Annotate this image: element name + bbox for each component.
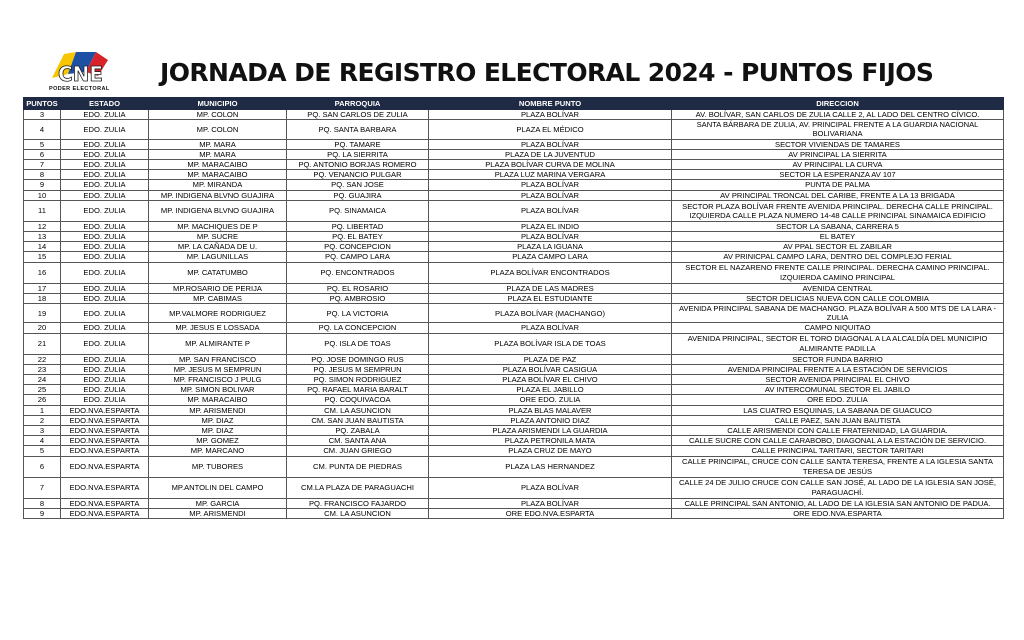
cell-puntos: 15 (24, 252, 61, 262)
cell-nombre-punto: PLAZA BOLÍVAR ISLA DE TOAS (429, 333, 672, 354)
cell-parroquia: PQ. COQUIVACOA (287, 395, 429, 405)
cell-municipio: MP. SAN FRANCISCO (149, 354, 287, 364)
cell-puntos: 13 (24, 232, 61, 242)
cell-direccion: AVENIDA PRINCIPAL, SECTOR EL TORO DIAGONAL A LA ALCALDÍA DEL MUNICIPIO ALMIRANTE PADILLA (672, 333, 1004, 354)
cell-puntos: 5 (24, 139, 61, 149)
cell-puntos: 14 (24, 242, 61, 252)
cell-municipio: MP. MARACAIBO (149, 170, 287, 180)
cell-nombre-punto: PLAZA EL JABILLO (429, 385, 672, 395)
cell-municipio: MP.VALMORE RODRIGUEZ (149, 304, 287, 323)
cell-nombre-punto: ORE EDO.NVA.ESPARTA (429, 508, 672, 518)
cell-puntos: 6 (24, 149, 61, 159)
cell-parroquia: PQ. ZABALA (287, 426, 429, 436)
cell-direccion: AV PRINCIPAL LA SIERRITA (672, 149, 1004, 159)
cell-direccion: SECTOR LA ESPERANZA AV 107 (672, 170, 1004, 180)
cell-parroquia: PQ. LA CONCEPCION (287, 323, 429, 333)
cell-direccion: CALLE ARISMENDI CON CALLE FRATERNIDAD, LA GUARDIA. (672, 426, 1004, 436)
cell-estado: EDO.NVA.ESPARTA (61, 415, 149, 425)
cell-municipio: MP. LA CAÑADA DE U. (149, 242, 287, 252)
cell-municipio: MP.ANTOLIN DEL CAMPO (149, 477, 287, 498)
cell-direccion: CALLE SUCRE CON CALLE CARABOBO, DIAGONAL A LA ESTACIÓN DE SERVICIO. (672, 436, 1004, 446)
cell-puntos: 24 (24, 375, 61, 385)
cell-puntos: 5 (24, 446, 61, 456)
cell-nombre-punto: PLAZA PETRONILA MATA (429, 436, 672, 446)
cell-estado: EDO. ZULIA (61, 120, 149, 139)
table-row (24, 477, 1004, 498)
cell-parroquia: PQ. RAFAEL MARIA BARALT (287, 385, 429, 395)
cell-parroquia: PQ. LA SIERRITA (287, 149, 429, 159)
cell-direccion: AV PRINICPAL CAMPO LARA, DENTRO DEL COMPLEJO FERIAL (672, 252, 1004, 262)
cell-puntos: 4 (24, 120, 61, 139)
cell-municipio: MP. INDIGENA BLVNO GUAJIRA (149, 190, 287, 200)
cell-municipio: MP. MARACAIBO (149, 160, 287, 170)
cell-direccion: LAS CUATRO ESQUINAS, LA SABANA DE GUACUCO (672, 405, 1004, 415)
cell-nombre-punto: PLAZA BOLÍVAR ENCONTRADOS (429, 262, 672, 283)
column-header-nombre-punto: NOMBRE PUNTO (429, 98, 672, 110)
cell-estado: EDO. ZULIA (61, 200, 149, 221)
cell-estado: EDO. ZULIA (61, 385, 149, 395)
table-row (24, 293, 1004, 303)
cell-municipio: MP.ROSARIO DE PERIJA (149, 283, 287, 293)
table-row (24, 232, 1004, 242)
cell-direccion: PUNTA DE PALMA (672, 180, 1004, 190)
cell-direccion: ORE EDO. ZULIA (672, 395, 1004, 405)
cell-municipio: MP. SUCRE (149, 232, 287, 242)
cell-direccion: SECTOR FUNDA BARRIO (672, 354, 1004, 364)
cell-parroquia: CM. PUNTA DE PIEDRAS (287, 456, 429, 477)
table-row (24, 446, 1004, 456)
cell-puntos: 17 (24, 283, 61, 293)
cell-nombre-punto: PLAZA LA IGUANA (429, 242, 672, 252)
table-row (24, 149, 1004, 159)
table-row (24, 385, 1004, 395)
cell-parroquia: PQ. SANTA BARBARA (287, 120, 429, 139)
cell-puntos: 11 (24, 200, 61, 221)
cell-municipio: MP. MARA (149, 149, 287, 159)
cell-municipio: MP. COLON (149, 120, 287, 139)
table-row (24, 354, 1004, 364)
cell-direccion: SECTOR LA SABANA, CARRERA 5 (672, 221, 1004, 231)
cell-estado: EDO. ZULIA (61, 354, 149, 364)
cell-direccion: AVENIDA PRINCIPAL FRENTE A LA ESTACIÓN DE SERVICIOS (672, 364, 1004, 374)
cell-direccion: SECTOR EL NAZARENO FRENTE CALLE PRINCIPAL. DERECHA CAMINO PRINCIPAL. IZQUIERDA CAMINO PRINCIPAL (672, 262, 1004, 283)
cell-nombre-punto: PLAZA BLAS MALAVER (429, 405, 672, 415)
cell-nombre-punto: PLAZA ANTONIO DIAZ (429, 415, 672, 425)
table-row (24, 170, 1004, 180)
cell-parroquia: PQ. SAN JOSE (287, 180, 429, 190)
cell-municipio: MP. MARACAIBO (149, 395, 287, 405)
table-row (24, 364, 1004, 374)
cell-nombre-punto: PLAZA EL INDIO (429, 221, 672, 231)
table-row (24, 456, 1004, 477)
table-row (24, 415, 1004, 425)
table-row (24, 426, 1004, 436)
cell-estado: EDO.NVA.ESPARTA (61, 477, 149, 498)
cell-direccion: CALLE PRINCIPAL TARITARI, SECTOR TARITARI (672, 446, 1004, 456)
cell-estado: EDO. ZULIA (61, 149, 149, 159)
column-header-estado: ESTADO (61, 98, 149, 110)
cell-direccion: AV PRINCIPAL TRONCAL DEL CARIBE, FRENTE A LA 13 BRIGADA (672, 190, 1004, 200)
cell-municipio: MP. FRANCISCO J PULG (149, 375, 287, 385)
table-row (24, 221, 1004, 231)
cell-nombre-punto: PLAZA DE PAZ (429, 354, 672, 364)
cell-direccion: AV. BOLÍVAR, SAN CARLOS DE ZULIA CALLE 2, AL LADO DEL CENTRO CÍVICO. (672, 110, 1004, 120)
cell-puntos: 18 (24, 293, 61, 303)
cell-direccion: EL BATEY (672, 232, 1004, 242)
cell-nombre-punto: PLAZA BOLÍVAR (MACHANGO) (429, 304, 672, 323)
cell-direccion: AV INTERCOMUNAL SECTOR EL JABILO (672, 385, 1004, 395)
cell-parroquia: PQ. JOSE DOMINGO RUS (287, 354, 429, 364)
cell-municipio: MP. MARA (149, 139, 287, 149)
cell-estado: EDO. ZULIA (61, 364, 149, 374)
cell-municipio: MP. DIAZ (149, 426, 287, 436)
cell-direccion: ORE EDO.NVA.ESPARTA (672, 508, 1004, 518)
cell-municipio: MP. CATATUMBO (149, 262, 287, 283)
table-row (24, 508, 1004, 518)
cell-puntos: 1 (24, 405, 61, 415)
table-row (24, 242, 1004, 252)
cell-municipio: MP. DIAZ (149, 415, 287, 425)
cell-nombre-punto: PLAZA BOLÍVAR (429, 200, 672, 221)
cell-municipio: MP. MARCANO (149, 446, 287, 456)
cell-municipio: MP. LAGUNILLAS (149, 252, 287, 262)
cell-puntos: 19 (24, 304, 61, 323)
cell-estado: EDO.NVA.ESPARTA (61, 426, 149, 436)
cell-parroquia: PQ. SIMON RODRIGUEZ (287, 375, 429, 385)
cell-nombre-punto: PLAZA ARISMENDI LA GUARDIA (429, 426, 672, 436)
cell-parroquia: CM. JUAN GRIEGO (287, 446, 429, 456)
cell-nombre-punto: PLAZA EL MÉDICO (429, 120, 672, 139)
cell-estado: EDO. ZULIA (61, 139, 149, 149)
cell-parroquia: PQ. FRANCISCO FAJARDO (287, 498, 429, 508)
registration-points-table (23, 97, 1004, 519)
table-body (24, 110, 1004, 519)
cell-estado: EDO. ZULIA (61, 190, 149, 200)
cell-municipio: MP. MACHIQUES DE P (149, 221, 287, 231)
table-row (24, 139, 1004, 149)
table-row (24, 120, 1004, 139)
cell-puntos: 8 (24, 170, 61, 180)
cell-estado: EDO. ZULIA (61, 262, 149, 283)
table-header-row (24, 98, 1004, 110)
cell-estado: EDO.NVA.ESPARTA (61, 508, 149, 518)
cell-municipio: MP. ALMIRANTE P (149, 333, 287, 354)
cell-direccion: CAMPO NIQUITAO (672, 323, 1004, 333)
cell-estado: EDO. ZULIA (61, 232, 149, 242)
table-row (24, 160, 1004, 170)
cell-parroquia: PQ. CAMPO LARA (287, 252, 429, 262)
cell-parroquia: CM. SAN JUAN BAUTISTA (287, 415, 429, 425)
cell-nombre-punto: PLAZA LAS HERNANDEZ (429, 456, 672, 477)
cell-direccion: AV PRINCIPAL LA CURVA (672, 160, 1004, 170)
table-row (24, 323, 1004, 333)
cell-parroquia: CM. LA ASUNCION (287, 405, 429, 415)
cne-logo-icon (38, 48, 118, 88)
table-row (24, 498, 1004, 508)
table-row (24, 395, 1004, 405)
column-header-municipio: MUNICIPIO (149, 98, 287, 110)
cell-puntos: 4 (24, 436, 61, 446)
cell-direccion: AVENIDA PRINCIPAL SABANA DE MACHANGO. PLAZA BOLÍVAR A 500 MTS DE LA LARA - ZULIA (672, 304, 1004, 323)
cell-direccion: SANTA BÁRBARA DE ZULIA, AV. PRINCIPAL FRENTE A LA GUARDIA NACIONAL BOLIVARIANA (672, 120, 1004, 139)
cell-estado: EDO.NVA.ESPARTA (61, 456, 149, 477)
cell-parroquia: PQ. LIBERTAD (287, 221, 429, 231)
cell-municipio: MP. TUBORES (149, 456, 287, 477)
cell-puntos: 3 (24, 426, 61, 436)
table-row (24, 200, 1004, 221)
cell-puntos: 7 (24, 160, 61, 170)
cell-municipio: MP. CABIMAS (149, 293, 287, 303)
cell-nombre-punto: PLAZA BOLÍVAR CASIGUA (429, 364, 672, 374)
cell-nombre-punto: PLAZA BOLÍVAR (429, 477, 672, 498)
cell-nombre-punto: PLAZA DE LAS MADRES (429, 283, 672, 293)
cell-municipio: MP. ARISMENDI (149, 405, 287, 415)
cell-direccion: SECTOR AVENIDA PRINCIPAL EL CHIVO (672, 375, 1004, 385)
page-title: JORNADA DE REGISTRO ELECTORAL 2024 - PUNTOS FIJOS (160, 58, 934, 87)
cell-estado: EDO. ZULIA (61, 252, 149, 262)
cell-parroquia: PQ. JESUS M SEMPRUN (287, 364, 429, 374)
cell-parroquia: PQ. TAMARE (287, 139, 429, 149)
cell-estado: EDO. ZULIA (61, 304, 149, 323)
cell-parroquia: PQ. LA VICTORIA (287, 304, 429, 323)
cell-municipio: MP. ARISMENDI (149, 508, 287, 518)
column-header-puntos: PUNTOS (24, 98, 61, 110)
cell-direccion: AVENIDA CENTRAL (672, 283, 1004, 293)
cell-direccion: CALLE PAEZ, SAN JUAN BAUTISTA (672, 415, 1004, 425)
cell-puntos: 9 (24, 180, 61, 190)
cell-parroquia: PQ. EL ROSARIO (287, 283, 429, 293)
table-row (24, 262, 1004, 283)
cell-estado: EDO. ZULIA (61, 221, 149, 231)
table-row (24, 436, 1004, 446)
cell-direccion: SECTOR VIVIENDAS DE TAMARES (672, 139, 1004, 149)
cell-nombre-punto: PLAZA BOLÍVAR (429, 232, 672, 242)
cell-municipio: MP. INDIGENA BLVNO GUAJIRA (149, 200, 287, 221)
cell-municipio: MP. JESUS E LOSSADA (149, 323, 287, 333)
cell-nombre-punto: PLAZA DE LA JUVENTUD (429, 149, 672, 159)
cell-nombre-punto: ORE EDO. ZULIA (429, 395, 672, 405)
logo-subtitle: PODER ELECTORAL (49, 86, 110, 92)
cell-nombre-punto: PLAZA BOLÍVAR (429, 323, 672, 333)
cell-direccion: SECTOR PLAZA BOLÍVAR FRENTE AVENIDA PRINCIPAL. DERECHA CALLE PRINCIPAL. IZQUIERDA CALLE PLAZA NUMERO 14-48 CALLE PRINCIPAL SINAMAICA EDIFICIO (672, 200, 1004, 221)
cell-municipio: MP. MIRANDA (149, 180, 287, 190)
cell-estado: EDO. ZULIA (61, 160, 149, 170)
cell-municipio: MP. COLON (149, 110, 287, 120)
table-row (24, 405, 1004, 415)
table-row (24, 283, 1004, 293)
cell-parroquia: PQ. SINAMAICA (287, 200, 429, 221)
cell-parroquia: PQ. EL BATEY (287, 232, 429, 242)
cell-direccion: CALLE PRINCIPAL SAN ANTONIO, AL LADO DE LA IGLESIA SAN ANTONIO DE PADUA. (672, 498, 1004, 508)
cell-estado: EDO. ZULIA (61, 293, 149, 303)
table-row (24, 190, 1004, 200)
cell-estado: EDO. ZULIA (61, 323, 149, 333)
cell-estado: EDO. ZULIA (61, 242, 149, 252)
cell-estado: EDO. ZULIA (61, 283, 149, 293)
cell-parroquia: PQ. ENCONTRADOS (287, 262, 429, 283)
cell-estado: EDO. ZULIA (61, 180, 149, 190)
cell-puntos: 12 (24, 221, 61, 231)
cell-nombre-punto: PLAZA CAMPO LARA (429, 252, 672, 262)
cell-nombre-punto: PLAZA BOLÍVAR EL CHIVO (429, 375, 672, 385)
cell-puntos: 16 (24, 262, 61, 283)
cell-estado: EDO. ZULIA (61, 395, 149, 405)
cell-puntos: 2 (24, 415, 61, 425)
cell-direccion: SECTOR DELICIAS NUEVA CON CALLE COLOMBIA (672, 293, 1004, 303)
cell-estado: EDO.NVA.ESPARTA (61, 446, 149, 456)
cell-parroquia: CM. SANTA ANA (287, 436, 429, 446)
cell-estado: EDO. ZULIA (61, 375, 149, 385)
cell-municipio: MP. GOMEZ (149, 436, 287, 446)
cell-parroquia: PQ. ANTONIO BORJAS ROMERO (287, 160, 429, 170)
column-header-direccion: DIRECCION (672, 98, 1004, 110)
cell-puntos: 10 (24, 190, 61, 200)
table-row (24, 375, 1004, 385)
table-row (24, 110, 1004, 120)
cell-puntos: 8 (24, 498, 61, 508)
cell-nombre-punto: PLAZA BOLÍVAR (429, 180, 672, 190)
table-row (24, 180, 1004, 190)
cell-nombre-punto: PLAZA LUZ MARINA VERGARA (429, 170, 672, 180)
table-row (24, 333, 1004, 354)
cell-parroquia: PQ. CONCEPCION (287, 242, 429, 252)
cell-estado: EDO. ZULIA (61, 110, 149, 120)
cell-direccion: CALLE 24 DE JULIO CRUCE CON CALLE SAN JOSÉ, AL LADO DE LA IGLESIA SAN JOSÉ, PARAGUACHÍ. (672, 477, 1004, 498)
cell-puntos: 25 (24, 385, 61, 395)
cell-municipio: MP. JESUS M SEMPRUN (149, 364, 287, 374)
cell-parroquia: PQ. ISLA DE TOAS (287, 333, 429, 354)
cell-estado: EDO. ZULIA (61, 333, 149, 354)
cell-estado: EDO. ZULIA (61, 170, 149, 180)
column-header-parroquia: PARROQUIA (287, 98, 429, 110)
cell-puntos: 3 (24, 110, 61, 120)
cell-puntos: 26 (24, 395, 61, 405)
cell-puntos: 23 (24, 364, 61, 374)
cell-puntos: 22 (24, 354, 61, 364)
cell-parroquia: PQ. GUAJIRA (287, 190, 429, 200)
table-row (24, 252, 1004, 262)
cell-puntos: 21 (24, 333, 61, 354)
cell-nombre-punto: PLAZA BOLÍVAR (429, 110, 672, 120)
cell-estado: EDO.NVA.ESPARTA (61, 436, 149, 446)
cell-nombre-punto: PLAZA CRUZ DE MAYO (429, 446, 672, 456)
cell-estado: EDO.NVA.ESPARTA (61, 498, 149, 508)
cell-estado: EDO.NVA.ESPARTA (61, 405, 149, 415)
cell-puntos: 20 (24, 323, 61, 333)
cell-direccion: CALLE PRINCIPAL, CRUCE CON CALLE SANTA TERESA, FRENTE A LA IGLESIA SANTA TERESA DE JESÚS (672, 456, 1004, 477)
cell-parroquia: PQ. VENANCIO PULGAR (287, 170, 429, 180)
cell-direccion: AV PPAL SECTOR EL ZABILAR (672, 242, 1004, 252)
cell-puntos: 7 (24, 477, 61, 498)
cell-nombre-punto: PLAZA EL ESTUDIANTE (429, 293, 672, 303)
cell-nombre-punto: PLAZA BOLÍVAR (429, 139, 672, 149)
cell-municipio: MP. SIMON BOLIVAR (149, 385, 287, 395)
cell-puntos: 6 (24, 456, 61, 477)
cell-parroquia: PQ. SAN CARLOS DE ZULIA (287, 110, 429, 120)
logo-brand: CNE (58, 62, 104, 86)
cell-puntos: 9 (24, 508, 61, 518)
cell-parroquia: PQ. AMBROSIO (287, 293, 429, 303)
cell-nombre-punto: PLAZA BOLÍVAR CURVA DE MOLINA (429, 160, 672, 170)
cell-nombre-punto: PLAZA BOLÍVAR (429, 498, 672, 508)
cell-parroquia: CM.LA PLAZA DE PARAGUACHI (287, 477, 429, 498)
cell-municipio: MP. GARCIA (149, 498, 287, 508)
cell-parroquia: CM. LA ASUNCION (287, 508, 429, 518)
table-row (24, 304, 1004, 323)
cell-nombre-punto: PLAZA BOLÍVAR (429, 190, 672, 200)
